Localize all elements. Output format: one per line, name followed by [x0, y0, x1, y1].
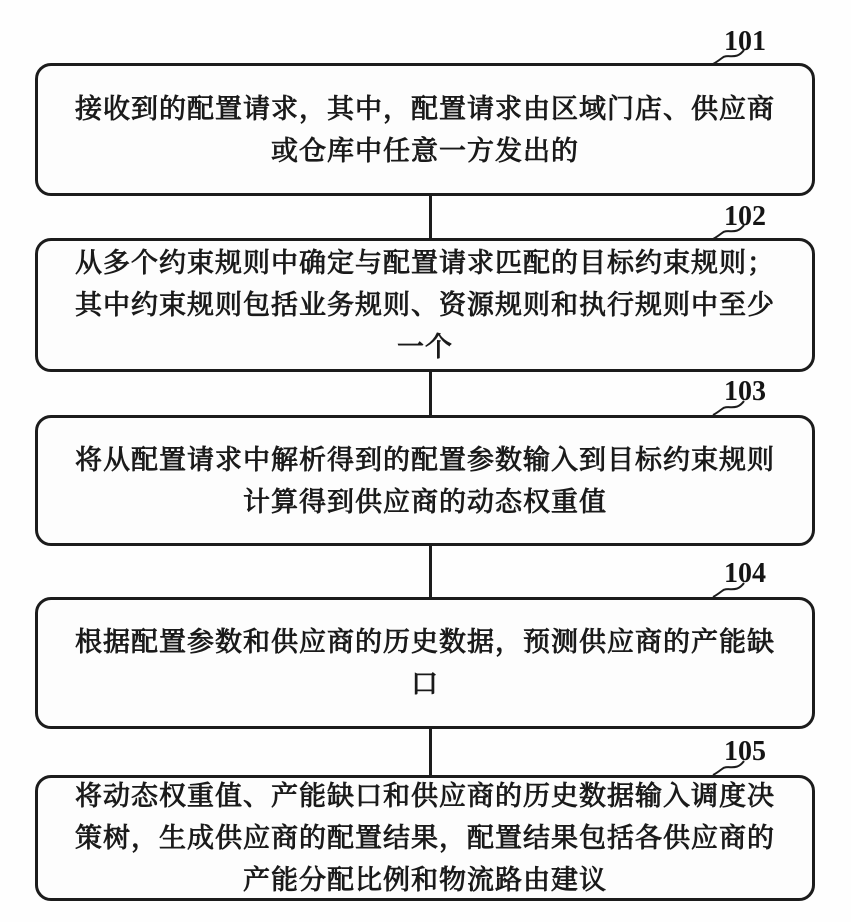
leader-line-103: [712, 400, 746, 416]
flow-step-box-103: [35, 415, 815, 546]
step-text-line: 将动态权重值、产能缺口和供应商的历史数据输入调度决: [75, 781, 775, 811]
step-text-line: 策树，生成供应商的配置结果，配置结果包括各供应商的: [75, 823, 775, 853]
step-text-line: 其中约束规则包括业务规则、资源规则和执行规则中至少: [75, 290, 775, 320]
flow-step-box-105: [35, 775, 815, 901]
connector-line-101-102: [429, 196, 432, 238]
step-text-line: 计算得到供应商的动态权重值: [243, 486, 607, 517]
step-text-line: 或仓库中任意一方发出的: [271, 135, 579, 166]
step-ref-105: 105: [724, 736, 766, 767]
flow-step-box-101: [35, 63, 815, 196]
step-ref-101: 101: [724, 26, 766, 57]
step-ref-103: 103: [724, 376, 766, 407]
step-ref-102: 102: [724, 201, 766, 232]
step-text-line: 接收到的配置请求，其中，配置请求由区域门店、供应商: [75, 93, 775, 124]
connector-line-104-105: [429, 729, 432, 775]
connector-line-103-104: [429, 546, 432, 597]
flow-step-box-104: [35, 597, 815, 729]
connector-line-102-103: [429, 372, 432, 415]
step-text-line: 一个: [397, 332, 453, 362]
flow-step-box-102: [35, 238, 815, 372]
step-text-line: 根据配置参数和供应商的历史数据，预测供应商的产能缺: [75, 627, 775, 657]
leader-line-104: [712, 582, 746, 598]
step-ref-104: 104: [724, 558, 766, 589]
step-text-line: 将从配置请求中解析得到的配置参数输入到目标约束规则: [75, 444, 775, 475]
step-text-line: 口: [411, 669, 439, 699]
step-text-line: 产能分配比例和物流路由建议: [243, 865, 607, 895]
step-text-line: 从多个约束规则中确定与配置请求匹配的目标约束规则；: [75, 248, 775, 278]
leader-line-105: [712, 760, 746, 776]
